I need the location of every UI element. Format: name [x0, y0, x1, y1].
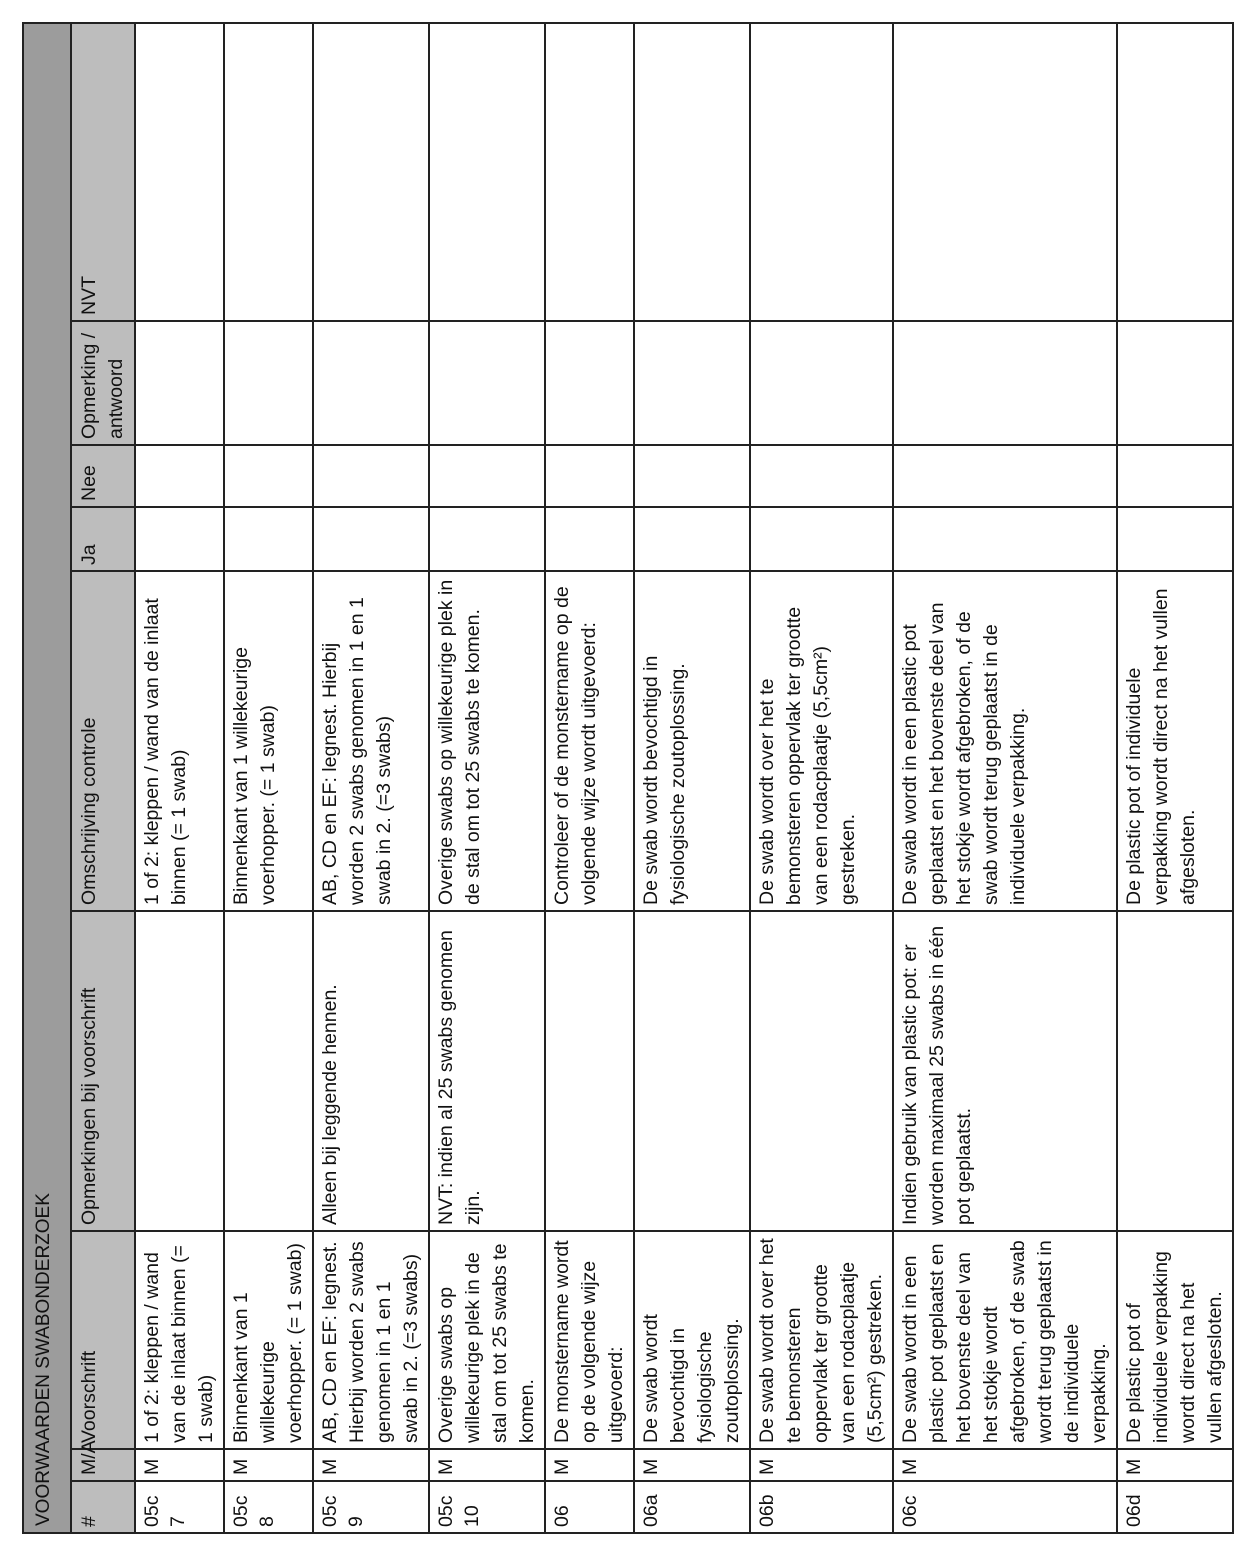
- row-omschrijving: AB, CD en EF: legnest. Hierbij worden 2 swabs genomen in 1 en 1 swab in 2. (=3 swabs): [313, 571, 429, 911]
- row-omschrijving: Overige swabs op willekeurige plek in de stal om tot 25 swabs te komen.: [429, 571, 545, 911]
- row-nvt[interactable]: [545, 23, 634, 321]
- table-row: [750, 23, 893, 1533]
- row-opmerking-antwoord[interactable]: [545, 321, 634, 445]
- row-number: 05c 9: [313, 1481, 429, 1533]
- row-nee[interactable]: [224, 445, 313, 507]
- row-number: 05c 8: [224, 1481, 313, 1533]
- row-opmerking-antwoord[interactable]: [429, 321, 545, 445]
- table-row: [893, 23, 1117, 1533]
- row-omschrijving: De swab wordt over het te bemonsteren oppervlak ter grootte van een rodacplaatje (5,5cm²) gestreken.: [750, 571, 893, 911]
- header-voorschrift: Voorschrift: [71, 1231, 135, 1449]
- row-nvt[interactable]: [313, 23, 429, 321]
- row-opmerking-antwoord[interactable]: [224, 321, 313, 445]
- row-voorschrift: De swab wordt bevochtigd in fysiologische zoutoplossing.: [634, 1231, 750, 1449]
- row-ma: M: [429, 1449, 545, 1481]
- table-row: [1117, 23, 1233, 1533]
- row-omschrijving: 1 of 2: kleppen / wand van de inlaat binnen (= 1 swab): [135, 571, 224, 911]
- section-title: VOORWAARDEN SWABONDERZOEK: [23, 23, 71, 1533]
- row-voorschrift: De plastic pot of individuele verpakking wordt direct na het vullen afgesloten.: [1117, 1231, 1233, 1449]
- row-omschrijving: De swab wordt bevochtigd in fysiologische zoutoplossing.: [634, 571, 750, 911]
- table-row: [224, 23, 313, 1533]
- row-ja[interactable]: [634, 507, 750, 571]
- header-opmerking-antwoord: Opmerking / antwoord: [71, 321, 135, 445]
- row-omschrijving: Binnenkant van 1 willekeurige voerhopper. (= 1 swab): [224, 571, 313, 911]
- row-opmerking-antwoord[interactable]: [893, 321, 1117, 445]
- row-number: 05c 10: [429, 1481, 545, 1533]
- row-opmerking-antwoord[interactable]: [135, 321, 224, 445]
- header-num: #: [71, 1481, 135, 1533]
- table-body: [23, 23, 1233, 1533]
- row-ma: M: [135, 1449, 224, 1481]
- row-opmerking: [545, 911, 634, 1231]
- row-nee[interactable]: [750, 445, 893, 507]
- row-ma: M: [224, 1449, 313, 1481]
- row-ma: M: [313, 1449, 429, 1481]
- row-nvt[interactable]: [750, 23, 893, 321]
- row-ja[interactable]: [313, 507, 429, 571]
- row-number: 06a: [634, 1481, 750, 1533]
- row-nvt[interactable]: [429, 23, 545, 321]
- row-number: 06c: [893, 1481, 1117, 1533]
- row-nvt[interactable]: [135, 23, 224, 321]
- table-row: [429, 23, 545, 1533]
- row-voorschrift: Binnenkant van 1 willekeurige voerhopper. (= 1 swab): [224, 1231, 313, 1449]
- header-nvt: NVT: [71, 23, 135, 321]
- row-opmerking: [1117, 911, 1233, 1231]
- row-ma: M: [545, 1449, 634, 1481]
- table-row: [313, 23, 429, 1533]
- section-title-row: [23, 23, 71, 1533]
- row-voorschrift: De swab wordt in een plastic pot geplaatst en het bovenste deel van het stokje wordt afgebroken, of de swab wordt terug geplaatst in de individuele verpakking.: [893, 1231, 1117, 1449]
- row-nee[interactable]: [135, 445, 224, 507]
- header-row: [71, 23, 135, 1533]
- row-ja[interactable]: [135, 507, 224, 571]
- row-opmerking-antwoord[interactable]: [750, 321, 893, 445]
- row-opmerking: [634, 911, 750, 1231]
- row-ja[interactable]: [224, 507, 313, 571]
- row-number: 05c 7: [135, 1481, 224, 1533]
- row-nee[interactable]: [634, 445, 750, 507]
- header-ja: Ja: [71, 507, 135, 571]
- row-omschrijving: De plastic pot of individuele verpakking wordt direct na het vullen afgesloten.: [1117, 571, 1233, 911]
- table-row: [634, 23, 750, 1533]
- header-omschrijving: Omschrijving controle: [71, 571, 135, 911]
- row-ma: M: [1117, 1449, 1233, 1481]
- rotated-document-page: [22, 24, 1226, 1534]
- row-ma: M: [634, 1449, 750, 1481]
- row-ja[interactable]: [1117, 507, 1233, 571]
- row-ja[interactable]: [893, 507, 1117, 571]
- row-number: 06: [545, 1481, 634, 1533]
- row-nee[interactable]: [313, 445, 429, 507]
- row-opmerking-antwoord[interactable]: [313, 321, 429, 445]
- row-ja[interactable]: [429, 507, 545, 571]
- row-opmerking: [135, 911, 224, 1231]
- row-opmerking: [224, 911, 313, 1231]
- row-opmerking: [750, 911, 893, 1231]
- row-voorschrift: 1 of 2: kleppen / wand van de inlaat binnen (= 1 swab): [135, 1231, 224, 1449]
- row-opmerking: NVT: indien al 25 swabs genomen zijn.: [429, 911, 545, 1231]
- row-voorschrift: De monstername wordt op de volgende wijze uitgevoerd:: [545, 1231, 634, 1449]
- row-nee[interactable]: [893, 445, 1117, 507]
- table-row: [135, 23, 224, 1533]
- row-nee[interactable]: [545, 445, 634, 507]
- row-omschrijving: Controleer of de monstername op de volgende wijze wordt uitgevoerd:: [545, 571, 634, 911]
- row-nvt[interactable]: [634, 23, 750, 321]
- row-nvt[interactable]: [1117, 23, 1233, 321]
- row-voorschrift: AB, CD en EF: legnest. Hierbij worden 2 swabs genomen in 1 en 1 swab in 2. (=3 swabs): [313, 1231, 429, 1449]
- row-voorschrift: Overige swabs op willekeurige plek in de stal om tot 25 swabs te komen.: [429, 1231, 545, 1449]
- header-opmerkingen: Opmerkingen bij voorschrift: [71, 911, 135, 1231]
- row-voorschrift: De swab wordt over het te bemonsteren oppervlak ter grootte van een rodacplaatje (5,5cm²) gestreken.: [750, 1231, 893, 1449]
- row-nee[interactable]: [1117, 445, 1233, 507]
- row-opmerking-antwoord[interactable]: [1117, 321, 1233, 445]
- row-ma: M: [750, 1449, 893, 1481]
- row-ma: M: [893, 1449, 1117, 1481]
- header-nee: Nee: [71, 445, 135, 507]
- swab-conditions-table: [22, 22, 1234, 1534]
- row-opmerking: Alleen bij leggende hennen.: [313, 911, 429, 1231]
- row-opmerking: Indien gebruik van plastic pot: er worden maximaal 25 swabs in één pot geplaatst.: [893, 911, 1117, 1231]
- row-number: 06b: [750, 1481, 893, 1533]
- row-omschrijving: De swab wordt in een plastic pot geplaatst en het bovenste deel van het stokje wordt afgebroken, of de swab wordt terug geplaatst in de individuele verpakking.: [893, 571, 1117, 911]
- row-nee[interactable]: [429, 445, 545, 507]
- row-opmerking-antwoord[interactable]: [634, 321, 750, 445]
- row-nvt[interactable]: [893, 23, 1117, 321]
- row-ja[interactable]: [750, 507, 893, 571]
- table-row: [545, 23, 634, 1533]
- row-ja[interactable]: [545, 507, 634, 571]
- row-nvt[interactable]: [224, 23, 313, 321]
- row-number: 06d: [1117, 1481, 1233, 1533]
- header-ma: M/A: [71, 1449, 135, 1481]
